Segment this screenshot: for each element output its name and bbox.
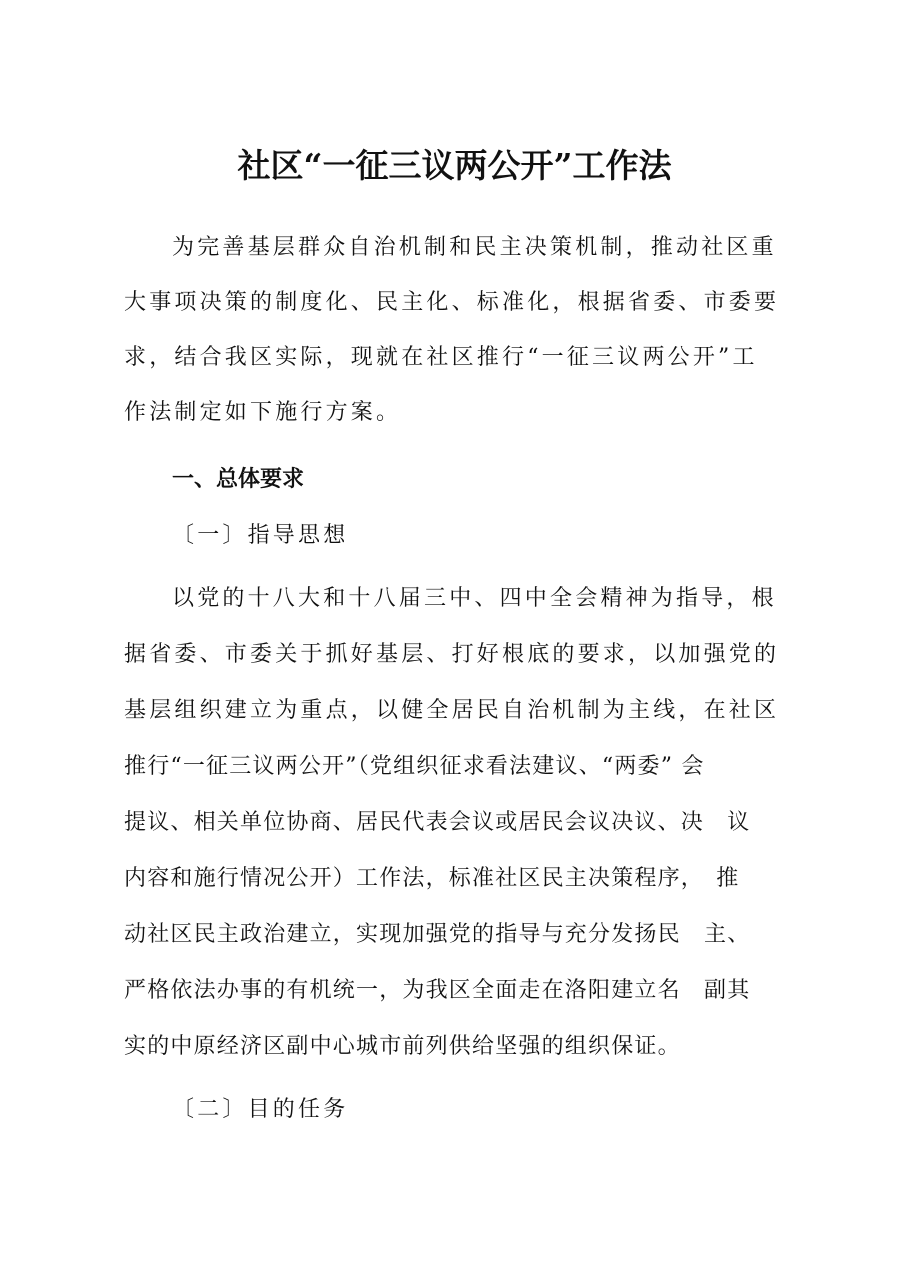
intro-line-4: 作法制定如下施行方案。 [124,400,402,425]
document-title: 社区“一征三议两公开”工作法 [237,146,672,185]
body-line-9: 实的中原经济区副中心城市前列供给坚强的组织保证。 [124,1034,681,1059]
body-line-4: 推行“一征三议两公开”（党组织征求看法建议、“两委” 会 [124,754,705,779]
body-line-5: 提议、相关单位协商、居民代表会议或居民会议决议、决 议 [124,810,751,835]
section-heading-overall-requirements: 一、总体要求 [172,467,305,492]
body-line-2: 据省委、市委关于抓好基层、打好根底的要求，以加强党的 [124,642,780,667]
body-line-7: 动社区民主政治建立，实现加强党的指导与充分发扬民 主、 [124,922,751,947]
body-line-8: 严格依法办事的有机统一，为我区全面走在洛阳建立名 副其 [124,978,751,1003]
body-line-6: 内容和施行情况公开）工作法，标准社区民主决策程序， 推 [124,866,740,891]
subheading-objectives: 〔二〕目的任务 [172,1097,349,1122]
subheading-guiding-ideology: 〔一〕指导思想 [172,523,349,548]
body-line-3: 基层组织建立为重点，以健全居民自治机制为主线，在社区 [124,698,780,723]
intro-line-1: 为完善基层群众自治机制和民主决策机制，推动社区重 [172,235,777,260]
intro-line-2: 大事项决策的制度化、民主化、标准化，根据省委、市委要 [124,290,780,315]
intro-line-3: 求，结合我区实际，现就在社区推行“一征三议两公开”工 [124,345,758,370]
body-line-1: 以党的十八大和十八届三中、四中全会精神为指导，根 [172,586,777,611]
